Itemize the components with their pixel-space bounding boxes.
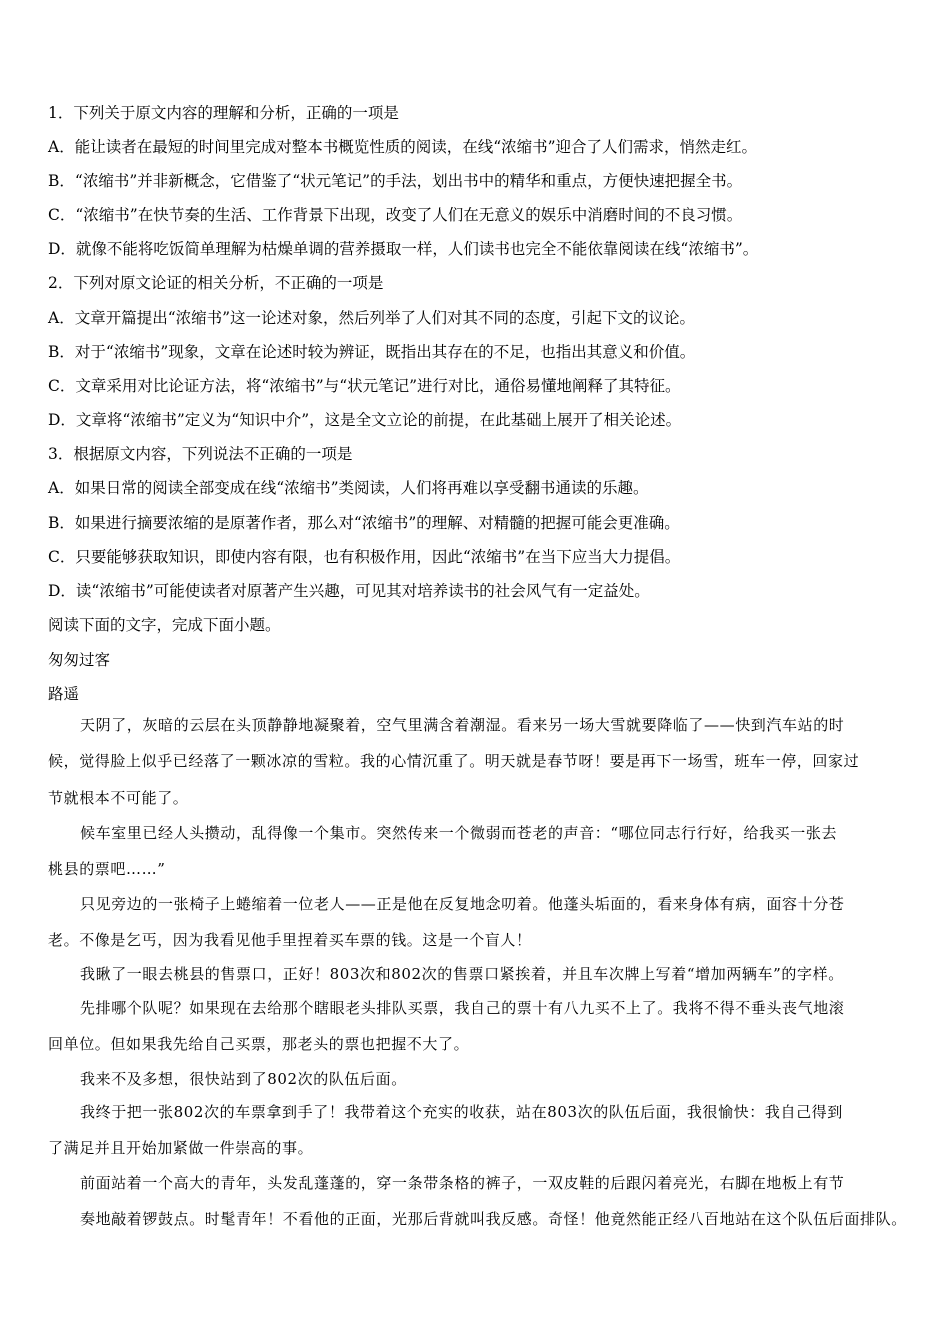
- story-line: 我终于把一张802次的车票拿到手了！我带着这个充实的收获，站在803次的队伍后面，我很愉快：我自己得到: [80, 1103, 843, 1121]
- question-1-option-b: B．“浓缩书”并非新概念，它借鉴了“状元笔记”的手法，划出书中的精华和重点，方便快速把握全书。: [48, 172, 743, 190]
- question-3-option-c: C．只要能够获取知识，即使内容有限，也有积极作用，因此“浓缩书”在当下应当大力提倡。: [48, 548, 681, 566]
- story-line: 了满足并且开始加紧做一件崇高的事。: [48, 1139, 314, 1157]
- question-2-option-c: C．文章采用对比论证方法，将“浓缩书”与“状元笔记”进行对比，通俗易懂地阐释了其特征。: [48, 377, 681, 395]
- story-line: 回单位。但如果我先给自己买票，那老头的票也把握不大了。: [48, 1035, 470, 1053]
- question-3-option-a: A．如果日常的阅读全部变成在线“浓缩书”类阅读，人们将再难以享受翻书通读的乐趣。: [48, 479, 649, 497]
- question-3-option-d: D．读“浓缩书”可能使读者对原著产生兴趣，可见其对培养读书的社会风气有一定益处。: [48, 582, 650, 600]
- question-2-option-b: B．对于“浓缩书”现象，文章在论述时较为辨证，既指出其存在的不足，也指出其意义和价值。: [48, 343, 696, 361]
- story-line: 前面站着一个高大的青年，头发乱蓬蓬的，穿一条带条格的裤子，一双皮鞋的后跟闪着亮光，右脚在地板上有节: [80, 1174, 845, 1192]
- question-1-option-a: A．能让读者在最短的时间里完成对整本书概览性质的阅读，在线“浓缩书”迎合了人们需求，悄然走红。: [48, 138, 758, 156]
- story-line: 节就根本不可能了。: [48, 789, 189, 807]
- question-2-stem: 2．下列对原文论证的相关分析，不正确的一项是: [48, 274, 384, 292]
- question-1-stem: 1．下列关于原文内容的理解和分析，正确的一项是: [48, 104, 399, 122]
- story-line: 候，觉得脸上似乎已经落了一颗冰凉的雪粒。我的心情沉重了。明天就是春节呀！要是再下一场雪，班车一停，回家过: [48, 752, 860, 770]
- question-2-option-d: D．文章将“浓缩书”定义为“知识中介”，这是全文立论的前提，在此基础上展开了相关论述。: [48, 411, 682, 429]
- question-3-option-b: B．如果进行摘要浓缩的是原著作者，那么对“浓缩书”的理解、对精髓的把握可能会更准确。: [48, 514, 680, 532]
- question-1-option-c: C．“浓缩书”在快节奏的生活、工作背景下出现，改变了人们在无意义的娱乐中消磨时间的不良习惯。: [48, 206, 743, 224]
- story-line: 老。不像是乞丐，因为我看见他手里捏着买车票的钱。这是一个盲人！: [48, 931, 532, 949]
- story-author: 路遥: [48, 685, 80, 703]
- story-title: 匆匆过客: [48, 651, 111, 669]
- reading-instruction: 阅读下面的文字，完成下面小题。: [48, 616, 281, 634]
- question-2-option-a: A．文章开篇提出“浓缩书”这一论述对象，然后列举了人们对其不同的态度，引起下文的议论。: [48, 309, 696, 327]
- question-1-option-d: D．就像不能将吃饭简单理解为枯燥单调的营养摄取一样，人们读书也完全不能依靠阅读在线“浓缩书”。: [48, 240, 759, 258]
- story-line: 天阴了，灰暗的云层在头顶静静地凝聚着，空气里满含着潮湿。看来另一场大雪就要降临了——快到汽车站的时: [80, 716, 845, 734]
- story-line: 只见旁边的一张椅子上蜷缩着一位老人——正是他在反复地念叨着。他蓬头垢面的，看来身体有病，面容十分苍: [80, 895, 845, 913]
- story-line: 奏地敲着锣鼓点。时髦青年！不看他的正面，光那后背就叫我反感。奇怪！他竟然能正经八百地站在这个队伍后面排队。: [80, 1210, 907, 1228]
- story-line: 候车室里已经人头攒动，乱得像一个集市。突然传来一个微弱而苍老的声音：“哪位同志行行好，给我买一张去: [80, 824, 838, 842]
- story-line: 我瞅了一眼去桃县的售票口，正好！803次和802次的售票口紧挨着，并且车次牌上写着“增加两辆车”的字样。: [80, 965, 844, 983]
- story-line: 桃县的票吧……”: [48, 860, 166, 878]
- story-line: 我来不及多想，很快站到了802次的队伍后面。: [80, 1070, 407, 1088]
- question-3-stem: 3．根据原文内容，下列说法不正确的一项是: [48, 445, 353, 463]
- story-line: 先排哪个队呢？如果现在去给那个瞎眼老头排队买票，我自己的票十有八九买不上了。我将不得不垂头丧气地滚: [80, 999, 845, 1017]
